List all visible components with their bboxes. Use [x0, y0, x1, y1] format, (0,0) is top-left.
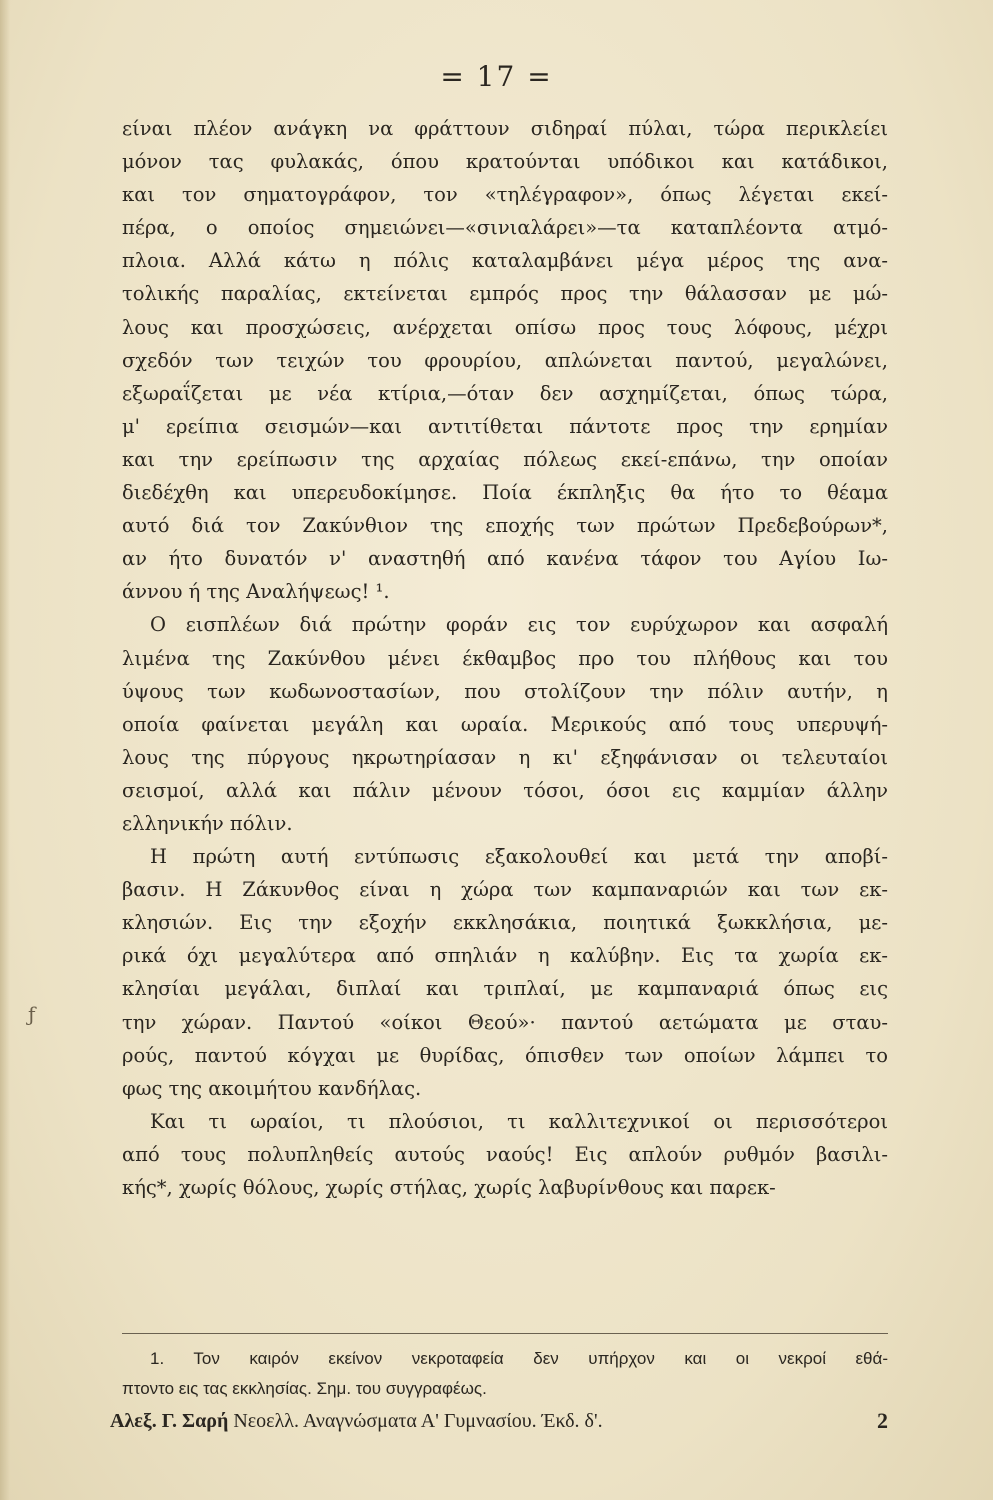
text-line: σχεδόν των τειχών του φρουρίου, απλώνεται παντού, μεγαλώνει, — [122, 348, 888, 372]
text-line: κής*, χωρίς θόλους, χωρίς στήλας, χωρίς λαβυρίνθους και παρεκ- — [122, 1176, 776, 1199]
text-line: πέρα, ο οποίος σημειώνει—«σινιαλάρει»—τα καταπλέοντα ατμό- — [122, 216, 888, 240]
text-line: εξωραΐζεται με νέα κτίρια,—όταν δεν ασχημίζεται, όπως τώρα, — [122, 381, 888, 405]
text-line: αυτό διά τον Ζακύνθιον της εποχής των πρώτων Πρεδεβούρων*, — [122, 514, 888, 538]
text-line: κλησίαι μεγάλαι, διπλαί και τριπλαί, με καμπαναριά όπως εις — [122, 977, 888, 1001]
text-line: οποία φαίνεται μεγάλη και ωραία. Μερικούς από τους υπερυψή- — [122, 712, 888, 736]
text-line: λιμένα της Ζακύνθου μένει έκθαμβος προ του πλήθους και του — [122, 646, 888, 670]
text-line: μόνον τας φυλακάς, όπου κρατούνται υπόδικοι και κατάδικοι, — [122, 150, 888, 174]
text-line: πλοια. Αλλά κάτω η πόλις καταλαμβάνει μέγα μέρος της ανα- — [122, 249, 888, 273]
footnote-line: πτοντο εις τας εκκλησίας. Σημ. του συγγραφέως. — [122, 1379, 487, 1398]
imprint-author: Αλεξ. Γ. Σαρή — [110, 1410, 229, 1432]
paragraph — [122, 112, 888, 608]
text-line: σεισμοί, αλλά και πάλιν μένουν τόσοι, όσοι εις καμμίαν άλλην — [122, 778, 888, 802]
text-line: Ο εισπλέων διά πρώτην φοράν εις τον ευρύχωρον και ασφαλή — [150, 613, 888, 637]
body-text — [122, 112, 888, 1204]
text-line: ελληνικήν πόλιν. — [122, 811, 293, 835]
text-line: τολικής παραλίας, εκτείνεται εμπρός προς την θάλασσαν με μώ- — [122, 282, 888, 306]
text-line: ύψους των κωδωνοστασίων, που στολίζουν την πόλιν αυτήν, η — [122, 679, 888, 703]
footnote-rule — [122, 1333, 888, 1334]
text-line: βασιν. Η Ζάκυνθος είναι η χώρα των καμπαναριών και των εκ- — [122, 878, 888, 902]
margin-mark: ƒ — [28, 1002, 36, 1026]
text-line: την χώραν. Παντού «οίκοι Θεού»· παντού αετώματα με σταυ- — [122, 1010, 888, 1034]
text-line: μ' ερείπια σεισμών—και αντιτίθεται πάντοτε προς την ερημίαν — [122, 414, 888, 438]
page-edge-shadow — [0, 0, 10, 1500]
page-number: = 17 = — [440, 60, 553, 93]
text-line: από τους πολυπληθείς αυτούς ναούς! Εις απλούν ρυθμόν βασιλι- — [122, 1142, 888, 1166]
signature-mark: 2 — [877, 1408, 888, 1433]
text-line: ρικά όχι μεγαλύτερα από σπηλιάν η καλύβην. Εις τα χωρία εκ- — [122, 944, 888, 968]
text-line: ρούς, παντού κόγχαι με θυρίδας, όπισθεν των οποίων λάμπει το — [122, 1043, 888, 1067]
text-line: λους και προσχώσεις, ανέρχεται οπίσω προς τους λόφους, μέχρι — [122, 315, 888, 339]
text-line: αν ήτο δυνατόν ν' αναστηθή από κανένα τάφον του Αγίου Ιω- — [122, 547, 888, 571]
paragraph — [122, 608, 888, 840]
imprint-line — [110, 1406, 888, 1436]
text-line: άννου ή της Αναλήψεως! ¹. — [122, 580, 390, 604]
text-line: κλησιών. Εις την εξοχήν εκκλησάκια, ποιητικά ξωκκλήσια, με- — [122, 911, 888, 935]
text-line: Η πρώτη αυτή εντύπωσις εξακολουθεί και μετά την αποβί- — [150, 845, 888, 869]
imprint-title: Νεοελλ. Αναγνώσματα Α' Γυμνασίου. Έκδ. δ'. — [233, 1410, 603, 1432]
text-line: και την ερείπωσιν της αρχαίας πόλεως εκεί-επάνω, την οποίαν — [122, 447, 888, 471]
text-line: Και τι ωραίοι, τι πλούσιοι, τι καλλιτεχνικοί οι περισσότεροι — [150, 1109, 888, 1133]
text-line: λους της πύργους ηκρωτηρίασαν η κι' εξηφάνισαν οι τελευταίοι — [122, 745, 888, 769]
footnote-line: 1. Τον καιρόν εκείνον νεκροταφεία δεν υπήρχον και οι νεκροί εθά- — [150, 1349, 888, 1368]
footnote — [122, 1344, 888, 1404]
imprint-text — [110, 1406, 603, 1436]
text-line: φως της ακοιμήτου κανδήλας. — [122, 1076, 422, 1100]
paragraph — [122, 1105, 888, 1204]
paragraph — [122, 840, 888, 1105]
text-line: είναι πλέον ανάγκη να φράττουν σιδηραί πύλαι, τώρα περικλείει — [122, 117, 888, 140]
text-line: και τον σηματογράφον, τον «τηλέγραφον», όπως λέγεται εκεί- — [122, 183, 888, 207]
text-line: διεδέχθη και υπερευδοκίμησε. Ποία έκπληξις θα ήτο το θέαμα — [122, 481, 888, 505]
